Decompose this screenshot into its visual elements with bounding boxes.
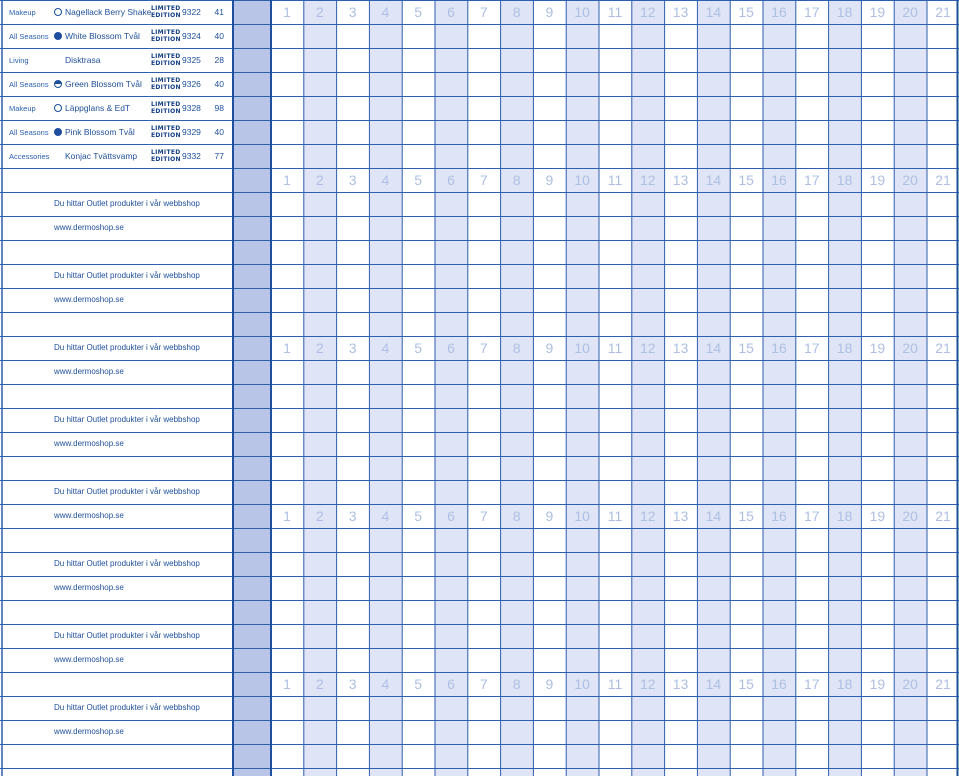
outlet-notice-url: www.dermoshop.se [54, 223, 124, 232]
quantity: 40 [214, 127, 224, 137]
badge-line1: LIMITED [151, 149, 181, 156]
quantity: 28 [214, 55, 224, 65]
product-category: Living [9, 56, 29, 65]
article-number: 9326 [182, 79, 201, 89]
day-number: 13 [672, 4, 689, 20]
day-column-shade [304, 0, 337, 776]
day-number: 17 [804, 340, 820, 356]
badge-line1: LIMITED [151, 101, 181, 108]
outlet-notice-text: Du hittar Outlet produkter i vår webbshop [54, 271, 200, 280]
limited-edition-badge [151, 54, 181, 67]
day-number: 10 [574, 676, 590, 692]
outlet-notice-text: Du hittar Outlet produkter i vår webbshop [54, 343, 200, 352]
article-number: 9325 [182, 55, 201, 65]
circle-filled-icon [54, 32, 62, 40]
day-number: 8 [512, 172, 521, 188]
day-column-shade [829, 0, 862, 776]
day-number: 15 [738, 676, 754, 692]
day-number: 3 [348, 340, 357, 356]
day-number: 11 [607, 508, 623, 524]
article-number: 9328 [182, 103, 201, 113]
day-number: 17 [804, 4, 820, 20]
day-number: 11 [607, 4, 623, 20]
product-category: Makeup [9, 8, 36, 17]
day-number: 14 [705, 676, 722, 692]
badge-line2: EDITION [151, 107, 181, 115]
day-column-shade [894, 0, 927, 776]
day-number: 7 [479, 508, 488, 524]
day-number: 9 [545, 340, 554, 356]
day-number: 2 [315, 508, 324, 524]
quantity: 40 [214, 31, 224, 41]
day-number: 4 [381, 340, 390, 356]
day-number: 7 [479, 676, 488, 692]
product-name: White Blossom Tvål [65, 31, 140, 41]
day-number: 19 [869, 4, 886, 20]
day-number: 8 [512, 4, 521, 20]
day-number: 2 [315, 676, 324, 692]
day-number: 19 [869, 172, 886, 188]
day-number: 18 [836, 340, 853, 356]
badge-line1: LIMITED [151, 125, 181, 132]
day-number: 1 [283, 172, 291, 188]
day-number: 15 [738, 4, 754, 20]
day-number: 13 [672, 676, 689, 692]
day-number: 21 [935, 508, 951, 524]
outlet-notice-url: www.dermoshop.se [54, 655, 124, 664]
day-column-shade [369, 0, 402, 776]
outlet-notice-url: www.dermoshop.se [54, 439, 124, 448]
product-name: Disktrasa [65, 55, 101, 65]
badge-line1: LIMITED [151, 77, 181, 84]
day-number: 4 [381, 508, 390, 524]
badge-line1: LIMITED [151, 53, 181, 60]
circle-outline-icon [54, 104, 62, 112]
day-number: 12 [640, 172, 656, 188]
separator-column [233, 0, 271, 776]
day-column-shade [435, 0, 468, 776]
badge-line2: EDITION [151, 155, 181, 163]
day-number: 20 [902, 340, 918, 356]
day-number: 17 [804, 676, 820, 692]
day-number: 1 [283, 4, 291, 20]
badge-line1: LIMITED [151, 5, 181, 12]
day-number: 13 [672, 508, 689, 524]
badge-line2: EDITION [151, 131, 181, 139]
day-number: 16 [771, 508, 787, 524]
article-number: 9322 [182, 7, 201, 17]
day-number: 9 [545, 508, 554, 524]
day-number: 3 [348, 172, 357, 188]
day-column-shade [697, 0, 730, 776]
outlet-notice-text: Du hittar Outlet produkter i vår webbshop [54, 487, 200, 496]
day-number: 1 [283, 340, 291, 356]
outlet-notice-text: Du hittar Outlet produkter i vår webbshop [54, 559, 200, 568]
day-number: 6 [447, 676, 455, 692]
day-number: 21 [935, 340, 951, 356]
day-number: 19 [869, 508, 886, 524]
day-number: 7 [479, 4, 488, 20]
outlet-notice-url: www.dermoshop.se [54, 295, 124, 304]
day-number: 4 [381, 172, 390, 188]
day-number: 2 [315, 4, 324, 20]
day-number: 14 [705, 4, 722, 20]
article-number: 9332 [182, 151, 201, 161]
day-number: 20 [902, 172, 918, 188]
day-number: 13 [672, 340, 689, 356]
day-number: 2 [315, 172, 324, 188]
day-number: 6 [447, 4, 455, 20]
day-number: 19 [869, 340, 886, 356]
outlet-notice-text: Du hittar Outlet produkter i vår webbshop [54, 199, 200, 208]
day-number: 19 [869, 676, 886, 692]
limited-edition-badge [151, 102, 181, 115]
product-category: All Seasons [9, 128, 49, 137]
day-number: 8 [512, 508, 521, 524]
day-number: 14 [705, 508, 722, 524]
outlet-notice-text: Du hittar Outlet produkter i vår webbshop [54, 631, 200, 640]
day-number: 15 [738, 172, 754, 188]
badge-line2: EDITION [151, 11, 181, 19]
day-number: 7 [479, 340, 488, 356]
day-number: 10 [574, 340, 590, 356]
day-column-shade [763, 0, 796, 776]
limited-edition-badge [151, 150, 181, 163]
day-number: 20 [902, 676, 918, 692]
day-number: 12 [640, 340, 656, 356]
day-number: 6 [447, 172, 455, 188]
day-number: 18 [836, 676, 853, 692]
product-name: Green Blossom Tvål [65, 79, 142, 89]
product-name: Konjac Tvättsvamp [65, 151, 138, 161]
day-number: 9 [545, 172, 554, 188]
product-category: All Seasons [9, 32, 49, 41]
outlet-notice-url: www.dermoshop.se [54, 367, 124, 376]
day-number: 5 [414, 676, 423, 692]
day-number: 5 [414, 508, 423, 524]
quantity: 40 [214, 79, 224, 89]
day-number: 17 [804, 172, 820, 188]
day-number: 13 [672, 172, 689, 188]
day-number: 9 [545, 4, 554, 20]
day-column-shade [501, 0, 534, 776]
badge-line2: EDITION [151, 83, 181, 91]
circle-half-icon [54, 80, 62, 88]
day-number: 2 [315, 340, 324, 356]
day-number: 18 [836, 4, 853, 20]
day-number: 7 [479, 172, 488, 188]
day-number: 3 [348, 676, 357, 692]
article-number: 9329 [182, 127, 201, 137]
day-number: 12 [640, 4, 656, 20]
day-number: 21 [935, 172, 951, 188]
day-number: 1 [283, 508, 291, 524]
product-category: Accessories [9, 152, 50, 161]
day-column-shade [566, 0, 599, 776]
product-category: Makeup [9, 104, 36, 113]
limited-edition-badge [151, 6, 181, 19]
day-number: 5 [414, 4, 423, 20]
day-number: 3 [348, 4, 357, 20]
day-number: 16 [771, 172, 787, 188]
outlet-notice-text: Du hittar Outlet produkter i vår webbshop [54, 703, 200, 712]
product-name: Pink Blossom Tvål [65, 127, 135, 137]
day-number: 21 [935, 4, 951, 20]
day-number: 16 [771, 4, 787, 20]
day-column-shade [632, 0, 665, 776]
day-number: 14 [705, 172, 722, 188]
outlet-notice-url: www.dermoshop.se [54, 583, 124, 592]
circle-outline-icon [54, 8, 62, 16]
day-number: 9 [545, 676, 554, 692]
day-number: 10 [574, 4, 590, 20]
circle-filled-icon [54, 128, 62, 136]
outlet-notice-url: www.dermoshop.se [54, 727, 124, 736]
day-number: 11 [607, 172, 623, 188]
limited-edition-badge [151, 30, 181, 43]
outlet-notice-url: www.dermoshop.se [54, 511, 124, 520]
quantity: 98 [214, 103, 224, 113]
day-number: 14 [705, 340, 722, 356]
day-number: 5 [414, 340, 423, 356]
day-number: 11 [607, 340, 623, 356]
day-number: 16 [771, 340, 787, 356]
day-number: 20 [902, 4, 918, 20]
day-number: 8 [512, 340, 521, 356]
outlet-notice-text: Du hittar Outlet produkter i vår webbshop [54, 415, 200, 424]
article-number: 9324 [182, 31, 201, 41]
product-category: All Seasons [9, 80, 49, 89]
day-number: 20 [902, 508, 918, 524]
day-number: 4 [381, 676, 390, 692]
badge-line2: EDITION [151, 35, 181, 43]
badge-line1: LIMITED [151, 29, 181, 36]
day-number: 1 [283, 676, 291, 692]
day-number: 18 [836, 172, 853, 188]
day-number: 6 [447, 340, 455, 356]
product-name: Nagellack Berry Shake [65, 7, 152, 17]
quantity: 77 [214, 151, 224, 161]
day-number: 12 [640, 676, 656, 692]
day-number: 10 [574, 508, 590, 524]
day-number: 12 [640, 508, 656, 524]
product-name: Läppglans & EdT [65, 103, 131, 113]
day-number: 15 [738, 508, 754, 524]
day-number: 5 [414, 172, 423, 188]
day-number: 21 [935, 676, 951, 692]
badge-line2: EDITION [151, 59, 181, 67]
day-number: 3 [348, 508, 357, 524]
day-number: 15 [738, 340, 754, 356]
day-number: 11 [607, 676, 623, 692]
day-number: 10 [574, 172, 590, 188]
limited-edition-badge [151, 78, 181, 91]
day-number: 4 [381, 4, 390, 20]
day-number: 8 [512, 676, 521, 692]
day-number: 6 [447, 508, 455, 524]
limited-edition-badge [151, 126, 181, 139]
day-number: 16 [771, 676, 787, 692]
quantity: 41 [214, 7, 224, 17]
day-number: 18 [836, 508, 853, 524]
day-number: 17 [804, 508, 820, 524]
